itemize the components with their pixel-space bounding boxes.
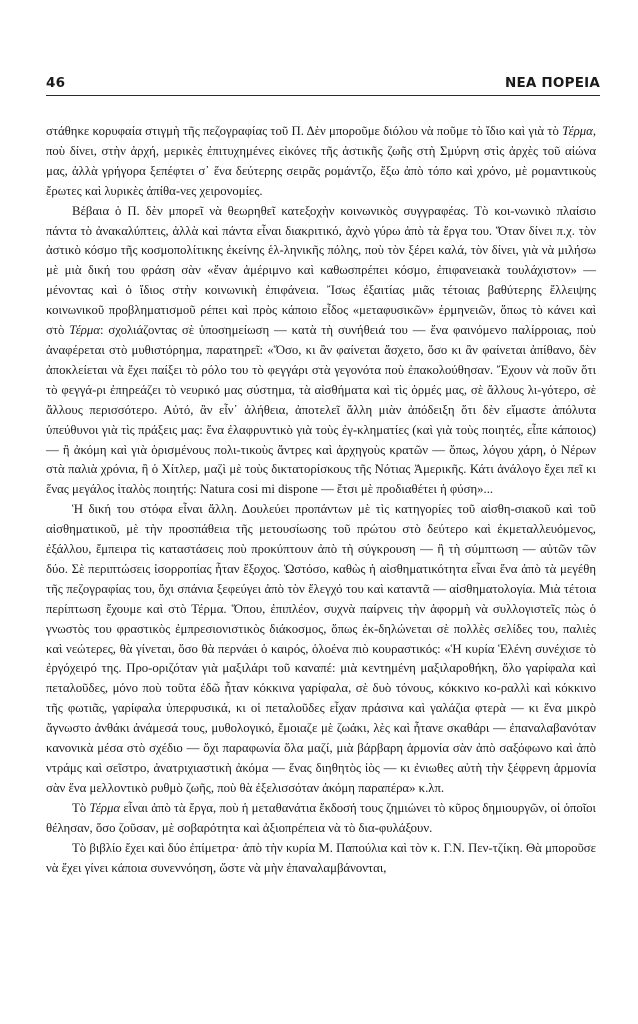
- text-run: , ποὺ δίνει, στὴν ἀρχή, μερικὲς ἐπιτυχημένες εἰκόνες τῆς ἀστικῆς ζωῆς στὴ Σμύρνη στὶς ἀρχὲς τοῦ αἰώνα μας, ἀλλὰ γρήγορα ξεπέφτει σ᾿ ἕνα δεύτερης σειρᾶς ρομάντζο, ἔξω ἀπὸ τόπο καὶ χρόνο, μὲ ρομαντικοὺς ἔρωτες καὶ λυρικὲς ἀπίθα-νες χειρονομίες.: [46, 124, 596, 198]
- journal-title: ΝΕΑ ΠΟΡΕΙΑ: [504, 75, 600, 91]
- italic-title: Τέρμα: [562, 124, 593, 138]
- italic-title: Τέρμα: [69, 323, 100, 338]
- paragraph: [46, 202, 596, 501]
- article-body: [46, 122, 596, 878]
- text-run: στάθηκε κορυφαία στιγμὴ τῆς πεζογραφίας τοῦ Π. Δὲν μποροῦμε διόλου νὰ ποῦμε τὸ ἴδιο καὶ γιὰ τὸ: [46, 124, 563, 138]
- text-run: : σχολιάζοντας σὲ ὑποσημείωση — κατὰ τὴ συνήθειά του — ἕνα φαινόμενο παλίρροιας, ποὺ ἀναφέρεται στὸ μυθιστόρημα, παρατηρεῖ: «Ὅσο, κι ἂν φαίνεται ἄσχετο, ὅσο κι ἂν φαίνεται ἀπίθανο, δὲν ἀποκλείεται νὰ ἔχει παίξει τὸ ρόλο του τὸ φεγγάρι στὰ γεγονότα ποὺ ἐπακολούθησαν. Ἔχουν νὰ ποῦν ὅτι τὸ φεγγά-ρι ἐπηρεάζει τὸ νευρικό μας σύστημα, τὰ αἰσθήματα καὶ τὶς ὁρμές μας, σὲ ἄλλους λι-γότερο, σὲ ἄλλους περισσότερο. Αὐτό, ἂν εἶν᾿ ἀλήθεια, ἀποτελεῖ ἄλλη μιὰν ἀπόδειξη ὅτι δὲν εἴμαστε ἀπόλυτα ὑπεύθυνοι γιὰ τὶς πράξεις μας: ἕνα ἐλαφρυντικὸ γιὰ τοὺς ἐγ-κληματίες (καὶ γιὰ τοὺς ποιητές, εἶπε κάποιος) — ἢ ἀκόμη καὶ γιὰ ὁρισμένους πολι-τικοὺς ἄντρες καὶ ἀρχηγοὺς κρατῶν — ὅπως, λόγου χάρη, ὁ Νέρων στὰ παλιὰ χρόνια, ἢ ὁ Χίτλερ, μαζὶ μὲ τοὺς δικτατορίσκους τῆς Νότιας Ἀμερικῆς. Κάτι ἀνάλογο ἔχει πεῖ κι ἕνας μεγάλος ἰταλὸς ποιητής: Natura cosi mi dispone — ἔτσι μὲ προδιαθέτει ἡ φύση»...: [46, 323, 596, 497]
- text-run: Τὸ βιβλίο ἔχει καὶ δύο ἐπίμετρα· ἀπὸ τὴν κυρία Μ. Παπούλια καὶ τὸν κ. Γ.Ν. Πεν-τζίκη. Θὰ μποροῦσε νὰ ἔχει γίνει κάποια συνεννόηση, ὥστε νὰ μὴν ἐπαναλαμβάνονται,: [46, 840, 596, 875]
- italic-title: Τέρμα: [89, 800, 121, 815]
- text-run: εἶναι ἀπὸ τὰ ἔργα, ποὺ ἡ μεταθανάτια ἔκδοσή τους ζημιώνει τὸ κῦρος δημιουργῶν, οἱ ὁποῖοι θέλησαν, ὅσο ζοῦσαν, μὲ σοβαρότητα καὶ ἀξιοπρέπεια νὰ τὸ δια-φυλάξουν.: [46, 800, 596, 835]
- page-header: [46, 74, 600, 92]
- paragraph: [46, 500, 596, 799]
- header-rule: [46, 95, 600, 96]
- paragraph: [46, 799, 596, 839]
- text-run: Ἡ δική του στόφα εἶναι ἄλλη. Δουλεύει προπάντων μὲ τὶς κατηγορίες τοῦ αἰσθη-σιακοῦ καὶ τοῦ αἰσθηματικοῦ, μὲ τὴν προσπάθεια τῆς μετουσίωσης τοῦ πρώτου στὸ δεύτερο καὶ ἐκμεταλλευόμενος, ἐξάλλου, ἔμπειρα τὶς καταστάσεις ποὺ προκύπτουν ἀπὸ τὴ σύγκρουση — ἢ τὴ σύμπτωση — αὐτῶν τῶν δύο. Σὲ περιπτώσεις ἰσορροπίας ἦταν ἔξοχος. Ὡστόσο, καθὼς ἡ αἰσθηματικότητα εἶναι ἕνα ἀπὸ τὰ μεγέθη τῆς πεζογραφίας του, ὄχι σπάνια ξεφεύγει ἀπὸ τὸν ἔλεγχό του καὶ καταντᾶ — αἰσθηματολογία. Μιὰ τέτοια περίπτωση ἔχουμε καὶ στὸ Τέρμα. Ὅπου, ἐπιπλέον, συχνὰ παίρνεις τὴν ἀφορμὴ νὰ συλλογιστεῖς πὼς ὁ γνωστὸς του φραστικὸς ἐμπρεσιονιστικὸς διάκοσμος, ὅπως ἐκ-δηλώνεται σὲ πολλὲς σελίδες του, παλιὲς καὶ νεώτερες, θὰ γίνεται, ὅσο θὰ περνάει ὁ καιρός, ὁλοένα πιὸ κουραστικός: «Ἡ κυρία Ἑλένη συνέχισε τὸ ἐργόχειρό της. Προ-οριζόταν γιὰ μαξιλάρι τοῦ καναπέ: μιὰ κεντημένη μαξιλαροθήκη, ὅλο γαρίφαλα καὶ πεταλοῦδες, μόνο ποὺ τοῦτα ἐδῶ ἦταν κόκκινα γαρίφαλα, σὲ δυὸ τόνους, κόκκινο κο-ραλλὶ καὶ κόκκινο τῆς φωτιᾶς, γαρίφαλα ὑπερφυσικά, κι οἱ πεταλοῦδες εἶχαν πράσινα καὶ γαλάζια φτερὰ — κι ἕνα μικρὸ ἄγνωστο ἀνθάκι ἀνάμεσά τους, μυθολογικό, ἔμοιαζε μὲ ζωάκι, λὲς καὶ ἦτανε σκαθάρι — ἐπαναλαβανόταν κανονικὰ μέσα στὸ σχέδιο — ὄχι παραφωνία ὅλα μαζί, μιὰ βάρβαρη ἁρμονία σὰν ἀπὸ σαξόφωνο καὶ ἀπὸ ντράμς καὶ σεῖστρο, ἀνατριχιαστικὴ ἀκόμα — ἕνας διηθητὸς ἰὸς — κι ἐνιωθες αὐτὴ τὴν ξέφρενη ἁρμονία σὰν ἕνα μελλοντικὸ ρυθμὸ ζωῆς, ποὺ θὰ ἐξελισσόταν ἀκόμη παραπέρα» κ.λπ.: [46, 502, 596, 795]
- text-run: Βέβαια ὁ Π. δὲν μπορεῖ νὰ θεωρηθεῖ κατεξοχὴν κοινωνικὸς συγγραφέας. Τὸ κοι-νωνικὸ πλαίσιο πάντα τὸ ἀνακαλύπτεις, ἀλλὰ καὶ πάντα εἶναι διακριτικό, ἀχνὸ γύρω ἀπὸ τὰ ἔργα του. Ὅταν δίνει π.χ. τὸν ἀστικὸ κόσμο τῆς κοσμοπολίτικης ἐκείνης ἑλ-ληνικῆς πόλης, ποὺ τὸν ξέρει καλά, τὸν δίνει, γιὰ νὰ μιλήσω μὲ μιὰ δική του φράση σὰν «ἕναν ἀμέριμνο καὶ καθωσπρέπει κόσμο, ἐπιφανειακὰ τουλάχιστον» — μένοντας καὶ ὁ ἴδιος στὴν κοινωνικὴ ἐπιφάνεια. Ἴσως ἐξαιτίας μιᾶς τέτοιας βαθύτερης ἔλλειψης κοινωνικοῦ προβληματισμοῦ ρέπει καὶ πρὸς κάποιο εἶδος «μεταφυσικῶν» ἑρμηνειῶν, ὅπως τὸ κάνει καὶ στὸ: [46, 203, 596, 338]
- text-run: Τὸ: [72, 800, 90, 815]
- page-number: 46: [46, 75, 66, 91]
- paragraph: [46, 839, 596, 879]
- paragraph: [46, 122, 596, 202]
